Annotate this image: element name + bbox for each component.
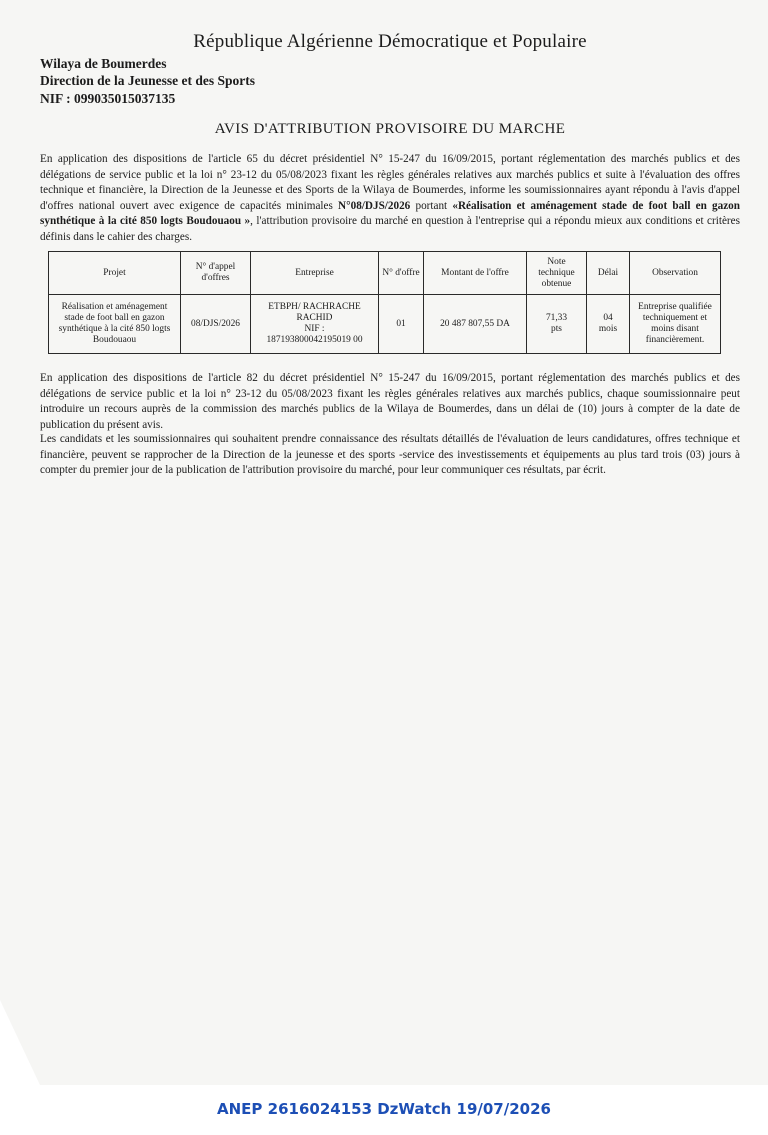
- header-offre: N° d'offre: [379, 252, 424, 295]
- publication-reference: ANEP 2616024153 DzWatch 19/07/2026: [217, 1100, 551, 1118]
- note-value: 71,33: [545, 313, 568, 323]
- intro-text-middle: portant: [410, 199, 453, 212]
- header-projet: Projet: [49, 252, 181, 295]
- header-note: Note technique obtenue: [527, 252, 587, 295]
- nif-number: NIF : 099035015037135: [40, 91, 176, 106]
- header-appel: N° d'appel d'offres: [181, 252, 251, 295]
- cell-appel: 08/DJS/2026: [181, 295, 251, 354]
- header-delai: Délai: [587, 252, 630, 295]
- entreprise-name: ETBPH/ RACHRACHE RACHID: [268, 302, 361, 323]
- direction-name: Direction de la Jeunesse et des Sports: [40, 73, 255, 88]
- header-montant: Montant de l'offre: [424, 252, 527, 295]
- header-entreprise: Entreprise: [251, 252, 379, 295]
- cell-offre: 01: [379, 295, 424, 354]
- cell-entreprise: [251, 295, 379, 354]
- page-fold-corner: [0, 1000, 40, 1085]
- delai-unit: mois: [598, 324, 618, 334]
- table-header-row: [49, 252, 721, 295]
- intro-text-after: , l'attribution provisoire du marché en question à l'entreprise qui a répondu mieux aux conditions et critères définis dans le cahier des charges.: [40, 215, 740, 243]
- cell-montant: 20 487 807,55 DA: [424, 295, 527, 354]
- project-title: «Réalisation et aménagement stade de foot ball en gazon synthétique à la cité 850 logts Boudouaou »: [40, 199, 740, 227]
- republic-heading: République Algérienne Démocratique et Populaire: [193, 31, 587, 52]
- award-table: [48, 251, 721, 354]
- header-observation: Observation: [630, 252, 721, 295]
- cell-observation: Entreprise qualifiée techniquement et moins disant financièrement.: [630, 295, 721, 354]
- intro-text-before: En application des dispositions de l'article 65 du décret présidentiel N° 15-247 du 16/09/2015, portant réglementation des marchés publics et des délégations de service public et la loi n° 23-12 du 05/08/2023 fixant les règles générales relatives aux marchés publics et suite à l'évaluation des offres technique et financière, la Direction de la Jeunesse et des Sports de la Wilaya de Boumerdes, informe les soumissionnaires ayant répondu à l'avis d'appel d'offres national ouvert avec exigence de capacités minimales: [40, 153, 740, 212]
- recours-paragraph: En application des dispositions de l'article 82 du décret présidentiel N° 15-247 du 16/09/2015, portant réglementation des marchés publics et des délégations de service public et la loi n° 23-12 du 05/08/2023 fixant les règles générales relatives aux marchés publics, chaque soumissionnaire peut introduire un recours auprès de la commission des marchés publics de la Wilaya de Boumerdes, dans un délai de (10) jours à compter de la date de publication du présent avis.: [40, 372, 740, 431]
- entreprise-nif: 187193800042195019 00: [266, 335, 363, 345]
- wilaya-name: Wilaya de Boumerdes: [40, 56, 167, 71]
- resultats-paragraph: Les candidats et les soumissionnaires qui souhaitent prendre connaissance des résultats détaillés de l'évaluation de leurs candidatures, offres technique et financière, peuvent se rapprocher de la Direction de la jeunesse et des sports -service des investissements et équipements au plus tard trois (03) jours à compter du premier jour de la publication de l'attribution provisoire du marché, pour leur communiquer ces résultats, par écrit.: [40, 433, 740, 476]
- cell-note: [527, 295, 587, 354]
- intro-paragraph: [40, 152, 740, 245]
- delai-value: 04: [603, 313, 613, 323]
- cell-delai: [587, 295, 630, 354]
- table-row: [49, 295, 721, 354]
- notice-title: AVIS D'ATTRIBUTION PROVISOIRE DU MARCHE: [214, 121, 566, 137]
- entreprise-nif-label: NIF :: [304, 324, 325, 334]
- cell-projet: Réalisation et aménagement stade de foot ball en gazon synthétique à la cité 850 logts Boudouaou: [49, 295, 181, 354]
- tender-reference: N°08/DJS/2026: [338, 199, 411, 212]
- note-unit: pts: [551, 324, 562, 334]
